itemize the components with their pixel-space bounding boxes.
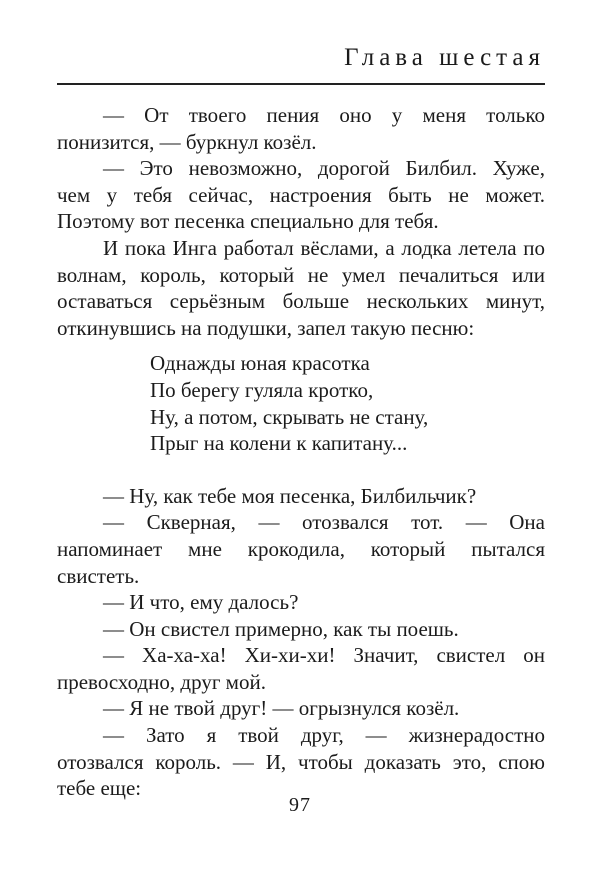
text-line: — Ха-ха-ха! Хи-хи-хи! Значит, свистел он (103, 643, 545, 668)
page-content (57, 0, 545, 802)
text-line: тебе еще: (57, 776, 142, 801)
paragraph (57, 695, 545, 722)
text-line: Поэтому вот песенка специально для тебя. (57, 209, 439, 234)
text-line: чем у тебя сейчас, настроения быть не может. (57, 182, 545, 207)
page-number: 97 (289, 794, 311, 816)
paragraph (57, 102, 545, 155)
chapter-title: Глава шестая (344, 44, 545, 71)
text-line: понизится, — буркнул козёл. (57, 129, 317, 154)
verse-line: Прыг на колени к капитану... (150, 431, 408, 456)
paragraph (57, 509, 545, 589)
text-line: — Ну, как тебе моя песенка, Билбильчик? (103, 483, 477, 508)
text-line: откинувшись на подушки, запел такую песню: (57, 315, 475, 340)
text-line: — И что, ему далось? (103, 590, 299, 615)
text-line: оставаться серьёзным больше нескольких минут, (57, 289, 545, 314)
paragraph (57, 483, 545, 510)
text-line: напоминает мне крокодила, который пытался (57, 536, 545, 561)
text-line: — Это невозможно, дорогой Билбил. Хуже, (103, 156, 545, 181)
text-line: И пока Инга работал вёслами, а лодка летела по (103, 235, 545, 260)
header-rule (57, 83, 545, 85)
text-line: отозвался король. — И, чтобы доказать это, спою (57, 749, 545, 774)
text-line: — От твоего пения оно у меня только (103, 103, 545, 127)
text-line: — Я не твой друг! — огрызнулся козёл. (103, 696, 460, 721)
text-line: свистеть. (57, 563, 140, 588)
paragraph (57, 722, 545, 802)
paragraph (57, 642, 545, 695)
paragraph (57, 155, 545, 235)
body-text (57, 102, 545, 802)
song-verse (150, 350, 545, 456)
verse-line: По берегу гуляла кротко, (150, 377, 374, 402)
paragraph (57, 589, 545, 616)
text-line: превосходно, друг мой. (57, 669, 266, 694)
text-line: — Зато я твой друг, — жизнерадостно (103, 723, 545, 748)
text-line: — Скверная, — отозвался тот. — Она (103, 510, 545, 535)
paragraph (57, 616, 545, 643)
text-line: волнам, король, который не умел печалиться или (57, 262, 545, 287)
paragraph (57, 235, 545, 341)
verse-line: Однажды юная красотка (150, 351, 370, 376)
text-line: — Он свистел примерно, как ты поешь. (103, 616, 459, 641)
verse-line: Ну, а потом, скрывать не стану, (150, 404, 429, 429)
